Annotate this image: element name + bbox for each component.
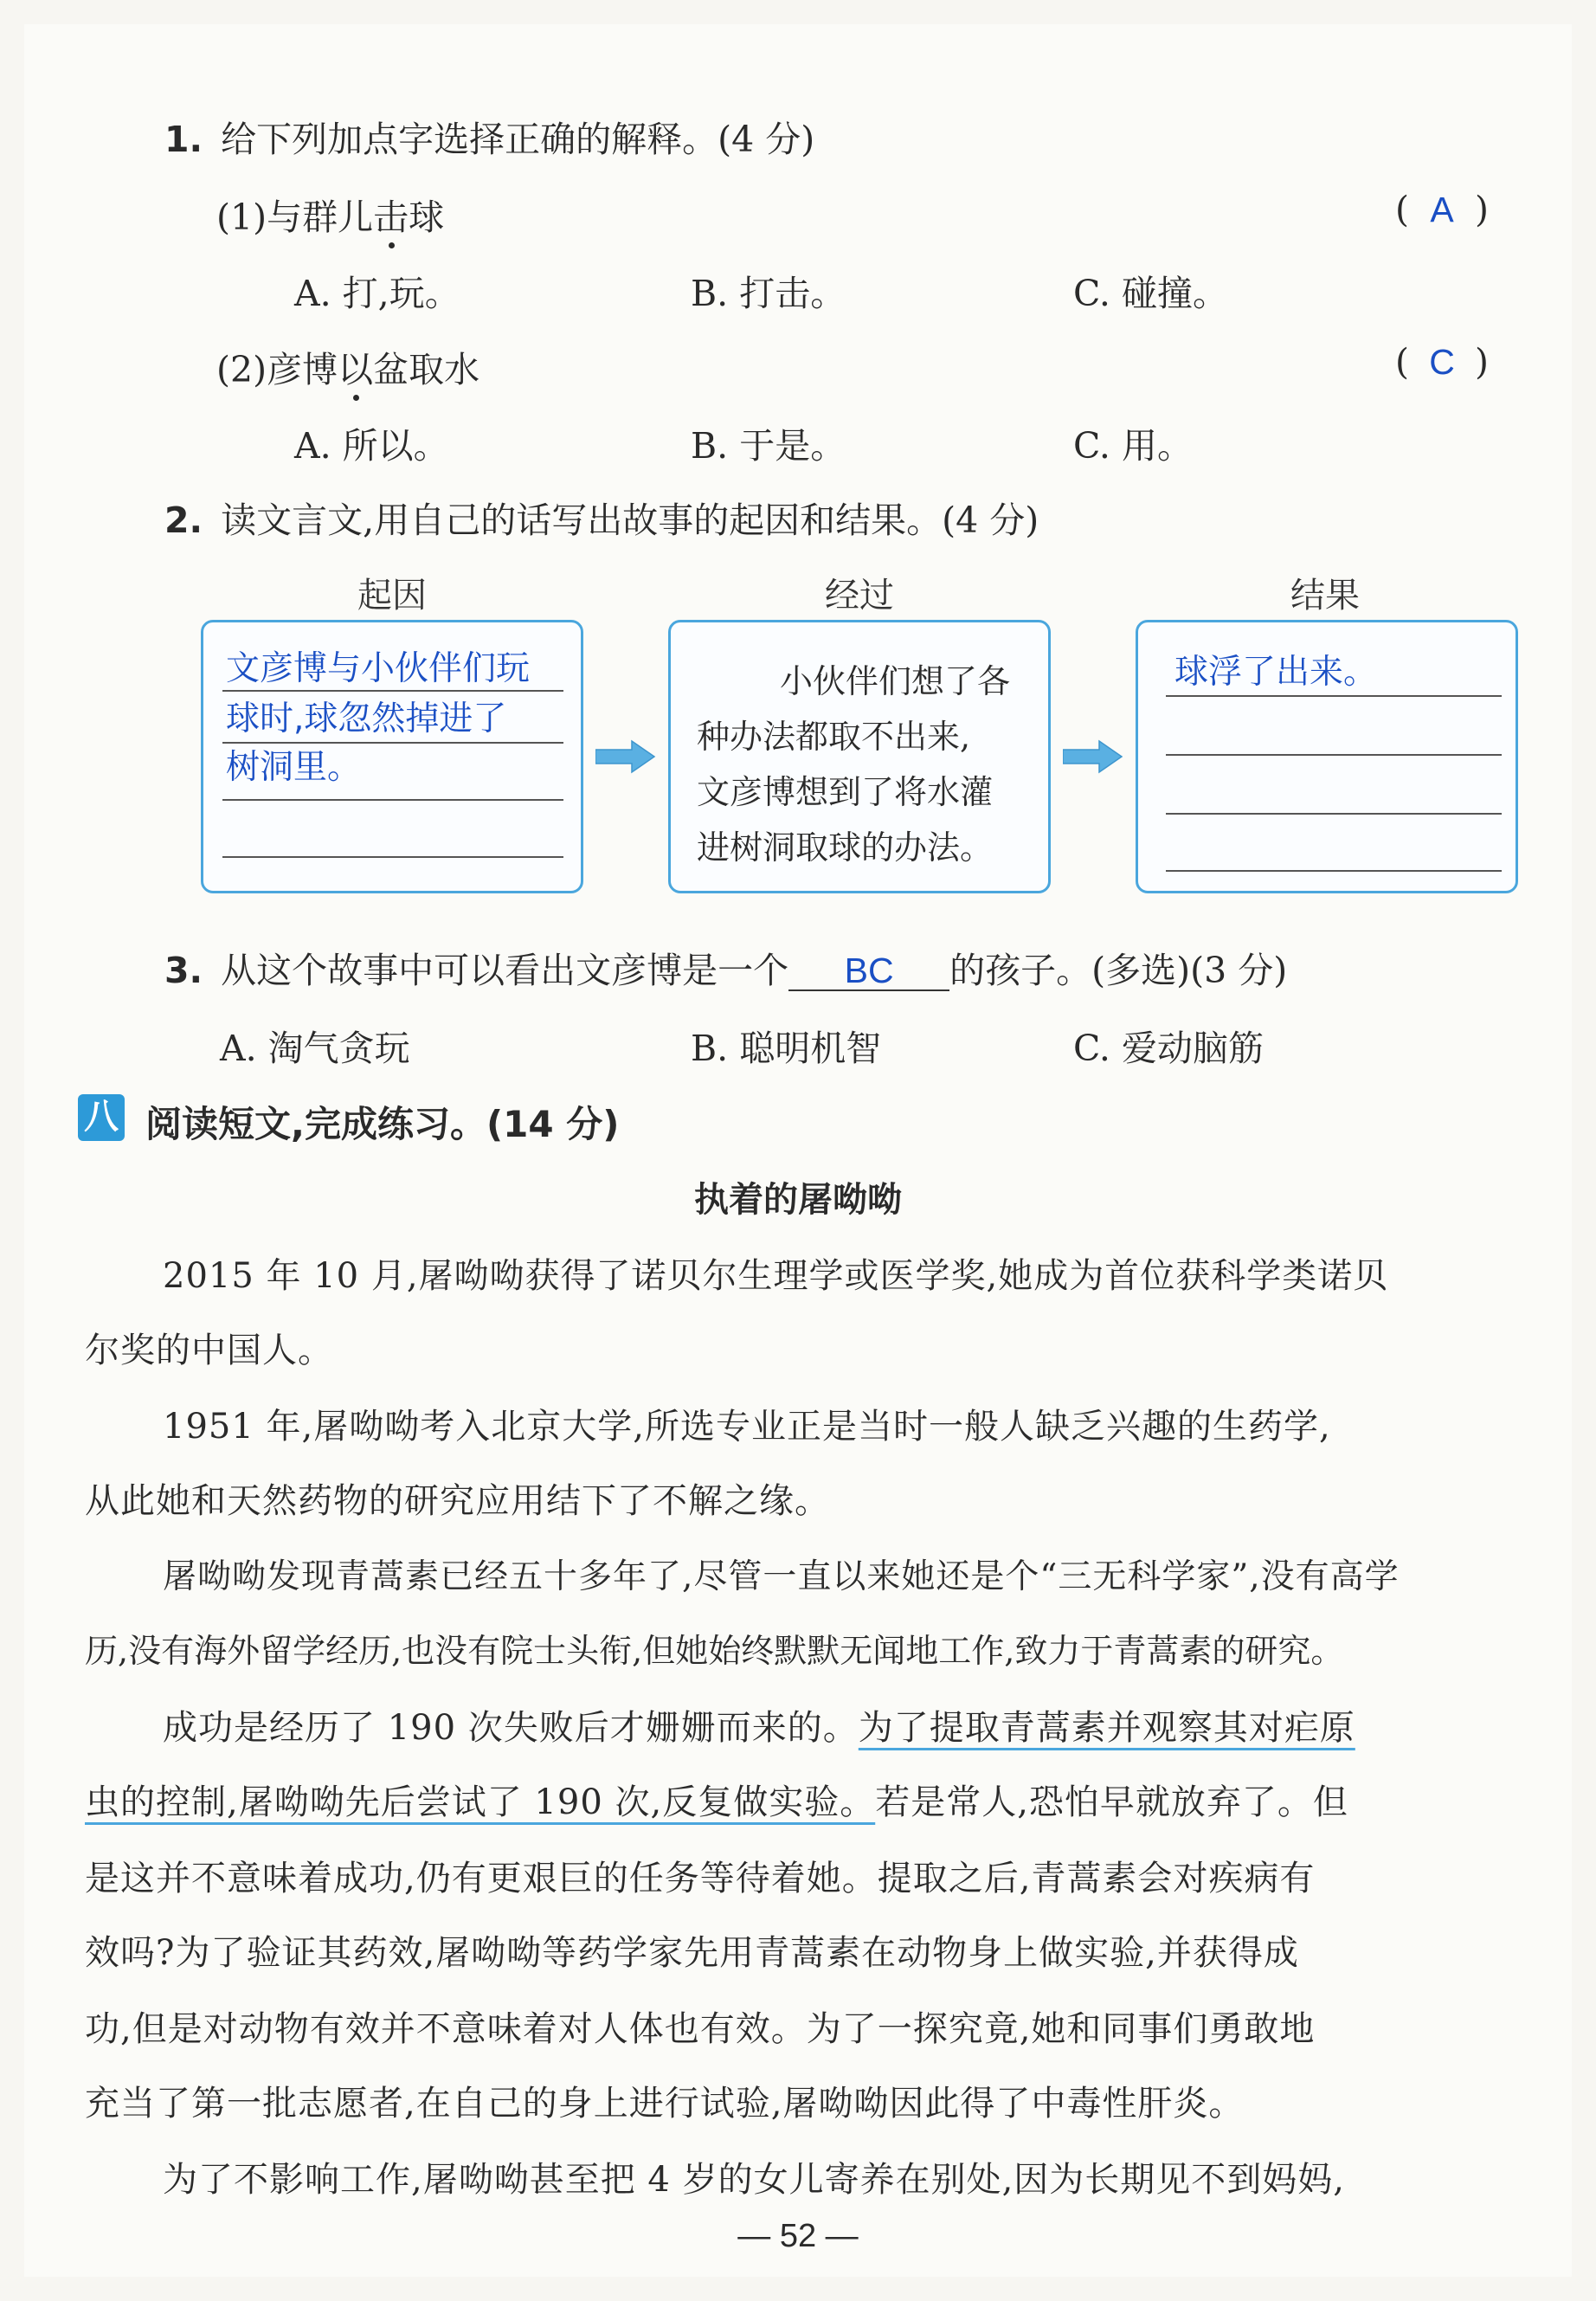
cause-line-2: 球时,球忽然掉进了 xyxy=(226,699,507,738)
result-writing-line xyxy=(1166,870,1502,872)
q3-text-after: 的孩子。(多选)(3 分) xyxy=(949,950,1288,991)
q1-prompt xyxy=(164,111,814,162)
article-line: 从此她和天然药物的研究应用结下了不解之缘。 xyxy=(85,1481,830,1521)
article-line: 是这并不意味着成功,仍有更艰巨的任务等待着她。提取之后,青蒿素会对疾病有 xyxy=(85,1859,1316,1898)
process-line-1: 小伙伴们想了各 xyxy=(780,662,1011,700)
q1-number: 1. xyxy=(164,119,203,160)
result-box[interactable] xyxy=(1136,620,1518,893)
article-sentence: 成功是经历了 190 次失败后才姗姗而来的。 xyxy=(163,1708,859,1748)
q1-text: 给下列加点字选择正确的解释。(4 分) xyxy=(221,119,815,160)
q3-text-before: 从这个故事中可以看出文彦博是一个 xyxy=(221,950,789,991)
section-badge: 八 xyxy=(78,1094,125,1141)
q3-number: 3. xyxy=(164,950,203,991)
result-writing-line xyxy=(1166,695,1502,697)
q2-text: 读文言文,用自己的话写出故事的起因和结果。(4 分) xyxy=(221,500,1039,541)
q1-sub1-option-a: A. 打,玩。 xyxy=(294,273,460,314)
flow-label-result: 结果 xyxy=(1290,576,1360,616)
underlined-sentence: 为了提取青蒿素并观察其对疟原 xyxy=(858,1708,1355,1748)
article-line: 2015 年 10 月,屠呦呦获得了诺贝尔生理学或医学奖,她成为首位获科学类诺贝 xyxy=(163,1256,1389,1296)
q1-sub1-dotted-char: 击 xyxy=(373,197,409,238)
q1-sub1-rest: 球 xyxy=(409,197,445,238)
page-number: — 52 — xyxy=(737,2218,859,2254)
article-sentence: 若是常人,恐怕早就放弃了。但 xyxy=(875,1782,1348,1822)
process-line-3: 文彦博想到了将水灌 xyxy=(697,773,994,811)
q1-sub2-option-a: A. 所以。 xyxy=(294,425,449,467)
q1-sub2-answer: C xyxy=(1429,342,1455,382)
article-line: 充当了第一批志愿者,在自己的身上进行试验,屠呦呦因此得了中毒性肝炎。 xyxy=(85,2084,1245,2124)
q3-option-a: A. 淘气贪玩 xyxy=(220,1028,410,1069)
arrow-right-icon xyxy=(595,739,656,774)
q1-sub2 xyxy=(216,341,479,392)
cause-line-1: 文彦博与小伙伴们玩 xyxy=(226,649,531,688)
q3-option-b: B. 聪明机智 xyxy=(691,1028,882,1069)
q1-sub1-answer: A xyxy=(1430,190,1454,229)
q1-sub1 xyxy=(216,189,444,240)
process-line-4: 进树洞取球的办法。 xyxy=(697,828,994,867)
q2-prompt xyxy=(164,492,1039,543)
cause-line-3: 树洞里。 xyxy=(226,748,362,787)
cause-box[interactable] xyxy=(201,620,583,893)
process-box xyxy=(668,620,1051,893)
article-line: 1951 年,屠呦呦考入北京大学,所选专业正是当时一般人缺乏兴趣的生药学, xyxy=(163,1407,1331,1447)
result-writing-line xyxy=(1166,813,1502,815)
q1-sub1-option-b: B. 打击。 xyxy=(691,273,846,314)
q3-prompt xyxy=(164,942,1287,993)
q1-sub2-answer-box[interactable]: ( C ) xyxy=(1395,341,1489,383)
q1-sub1-answer-box[interactable]: ( A ) xyxy=(1395,189,1489,230)
article-line: 效吗?为了验证其药效,屠呦呦等药学家先用青蒿素在动物身上做实验,并获得成 xyxy=(85,1933,1299,1973)
cause-writing-line xyxy=(222,856,563,858)
q1-sub2-rest: 盆取水 xyxy=(373,349,480,390)
article-line xyxy=(163,1700,1355,1750)
flow-label-process: 经过 xyxy=(825,576,894,616)
section-title: 阅读短文,完成练习。(14 分) xyxy=(145,1103,620,1145)
q1-sub2-option-c: C. 用。 xyxy=(1073,425,1193,467)
q2-number: 2. xyxy=(164,500,203,541)
q1-sub2-label: (2)彦博 xyxy=(216,349,338,390)
article-line: 为了不影响工作,屠呦呦甚至把 4 岁的女儿寄养在别处,因为长期见不到妈妈, xyxy=(163,2160,1346,2200)
q1-sub1-option-c: C. 碰撞。 xyxy=(1073,273,1228,314)
article-title: 执着的屠呦呦 xyxy=(694,1180,902,1220)
article-line xyxy=(85,1775,1348,1824)
page xyxy=(24,24,1572,2277)
flow-label-cause: 起因 xyxy=(357,576,427,616)
article-line: 尔奖的中国人。 xyxy=(85,1331,333,1370)
article-line: 历,没有海外留学经历,也没有院士头衔,但她始终默默无闻地工作,致力于青蒿素的研究。 xyxy=(85,1632,1344,1670)
article-line: 功,但是对动物有效并不意味着对人体也有效。为了一探究竟,她和同事们勇敢地 xyxy=(85,2009,1316,2049)
process-line-2: 种办法都取不出来, xyxy=(697,718,971,756)
q3-option-c: C. 爱动脑筋 xyxy=(1073,1028,1264,1069)
q1-sub1-label: (1)与群儿 xyxy=(216,197,374,238)
underlined-sentence: 虫的控制,屠呦呦先后尝试了 190 次,反复做实验。 xyxy=(85,1782,876,1822)
result-line-1: 球浮了出来。 xyxy=(1174,653,1378,692)
q3-answer-blank[interactable]: BC xyxy=(788,951,949,991)
q1-sub2-dotted-char: 以 xyxy=(338,349,374,390)
arrow-right-icon xyxy=(1063,739,1123,774)
cause-writing-line xyxy=(222,799,563,801)
q1-sub2-option-b: B. 于是。 xyxy=(691,425,846,467)
result-writing-line xyxy=(1166,754,1502,756)
article-line: 屠呦呦发现青蒿素已经五十多年了,尽管一直以来她还是个“三无科学家”,没有高学 xyxy=(163,1557,1400,1596)
